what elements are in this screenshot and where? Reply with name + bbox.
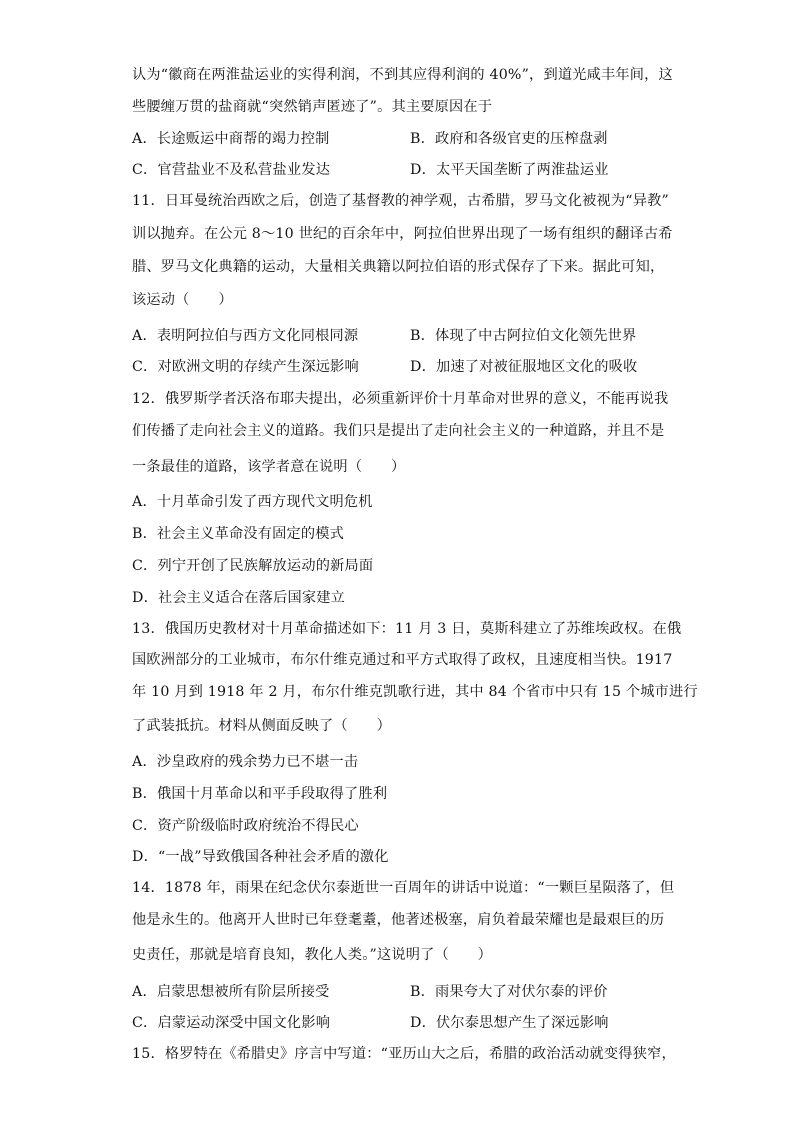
q10-stem-line-2: 些腰缠万贯的盐商就“突然销声匿迹了”。其主要原因在于 bbox=[132, 99, 493, 115]
q10-option-c[interactable]: C．官营盐业不及私营盐业发达 bbox=[132, 162, 331, 178]
q11-stem-line-2: 训以抛弃。在公元 8～10 世纪的百余年中，阿拉伯世界出现了一场有组织的翻译古希 bbox=[132, 226, 673, 242]
q12-option-b[interactable]: B．社会主义革命没有固定的模式 bbox=[132, 526, 345, 542]
q11-stem-line-3: 腊、罗马文化典籍的运动，大量相关典籍以阿拉伯语的形式保存了下来。据此可知， bbox=[132, 259, 665, 275]
q13-stem-line-3: 年 10 月到 1918 年 2 月，布尔什维克凯歌行进，其中 84 个省市中只有 15 个城市进行 bbox=[132, 684, 698, 700]
q11-option-d[interactable]: D．加速了对被征服地区文化的吸收 bbox=[410, 359, 638, 375]
q14-option-d[interactable]: D．伏尔泰思想产生了深远影响 bbox=[410, 1015, 609, 1031]
q12-option-d[interactable]: D．社会主义适合在落后国家建立 bbox=[132, 590, 346, 606]
q11-option-c[interactable]: C．对欧洲文明的存续产生深远影响 bbox=[132, 359, 359, 375]
q14-option-c[interactable]: C．启蒙运动深受中国文化影响 bbox=[132, 1015, 331, 1031]
q15-stem-line-1: 15．格罗特在《希腊史》序言中写道：“亚历山大之后，希腊的政治活动就变得狭窄， bbox=[132, 1046, 676, 1062]
q14-stem-line-3: 史责任，那就是培育良知，教化人类。”这说明了（ ） bbox=[132, 947, 493, 963]
q14-stem-line-1: 14．1878 年，雨果在纪念伏尔泰逝世一百周年的讲话中说道：“一颗巨星陨落了，但 bbox=[132, 880, 675, 896]
q13-option-a[interactable]: A．沙皇政府的残余势力已不堪一击 bbox=[132, 754, 359, 770]
q10-option-b[interactable]: B．政府和各级官吏的压榨盘剥 bbox=[410, 131, 608, 147]
q13-option-b[interactable]: B．俄国十月革命以和平手段取得了胜利 bbox=[132, 786, 388, 802]
q12-option-a[interactable]: A．十月革命引发了西方现代文明危机 bbox=[132, 494, 373, 510]
q12-stem-line-2: 们传播了走向社会主义的道路。我们只是提出了走向社会主义的一种道路，并且不是 bbox=[132, 423, 665, 439]
q14-option-a[interactable]: A．启蒙思想被所有阶层所接受 bbox=[132, 984, 330, 1000]
q13-option-d[interactable]: D．“一战”导致俄国各种社会矛盾的激化 bbox=[132, 849, 389, 865]
q14-option-b[interactable]: B．雨果夸大了对伏尔泰的评价 bbox=[410, 984, 608, 1000]
q12-option-c[interactable]: C．列宁开创了民族解放运动的新局面 bbox=[132, 558, 374, 574]
q12-stem-line-1: 12．俄罗斯学者沃洛布耶夫提出，必须重新评价十月革命对世界的意义，不能再说我 bbox=[132, 391, 669, 407]
q10-stem-line-1: 认为“徽商在两淮盐运业的实得利润，不到其应得利润的 40%”，到道光咸丰年间，这 bbox=[132, 67, 673, 83]
q13-stem-line-1: 13．俄国历史教材对十月革命描述如下：11 月 3 日，莫斯科建立了苏维埃政权。在俄 bbox=[132, 621, 682, 637]
q14-stem-line-2: 他是永生的。他离开人世时已年登耄耋，他著述极塞，肩负着最荣耀也是最艰巨的历 bbox=[132, 912, 665, 928]
q11-stem-line-1: 11．日耳曼统治西欧之后，创造了基督教的神学观，古希腊，罗马文化被视为“异教” bbox=[132, 193, 669, 209]
q10-option-a[interactable]: A．长途贩运中商帮的竭力控制 bbox=[132, 131, 330, 147]
q13-option-c[interactable]: C．资产阶级临时政府统治不得民心 bbox=[132, 818, 359, 834]
q13-stem-line-4: 了武装抵抗。材料从侧面反映了（ ） bbox=[132, 718, 391, 734]
q10-option-d[interactable]: D．太平天国垄断了两淮盐运业 bbox=[410, 162, 609, 178]
q11-stem-line-4: 该运动（ ） bbox=[132, 292, 233, 308]
q11-option-b[interactable]: B．体现了中古阿拉伯文化领先世界 bbox=[410, 328, 637, 344]
q11-option-a[interactable]: A．表明阿拉伯与西方文化同根同源 bbox=[132, 328, 359, 344]
q12-stem-line-3: 一条最佳的道路，该学者意在说明（ ） bbox=[132, 459, 406, 475]
q13-stem-line-2: 国欧洲部分的工业城市，布尔什维克通过和平方式取得了政权，且速度相当快。1917 bbox=[132, 652, 673, 668]
